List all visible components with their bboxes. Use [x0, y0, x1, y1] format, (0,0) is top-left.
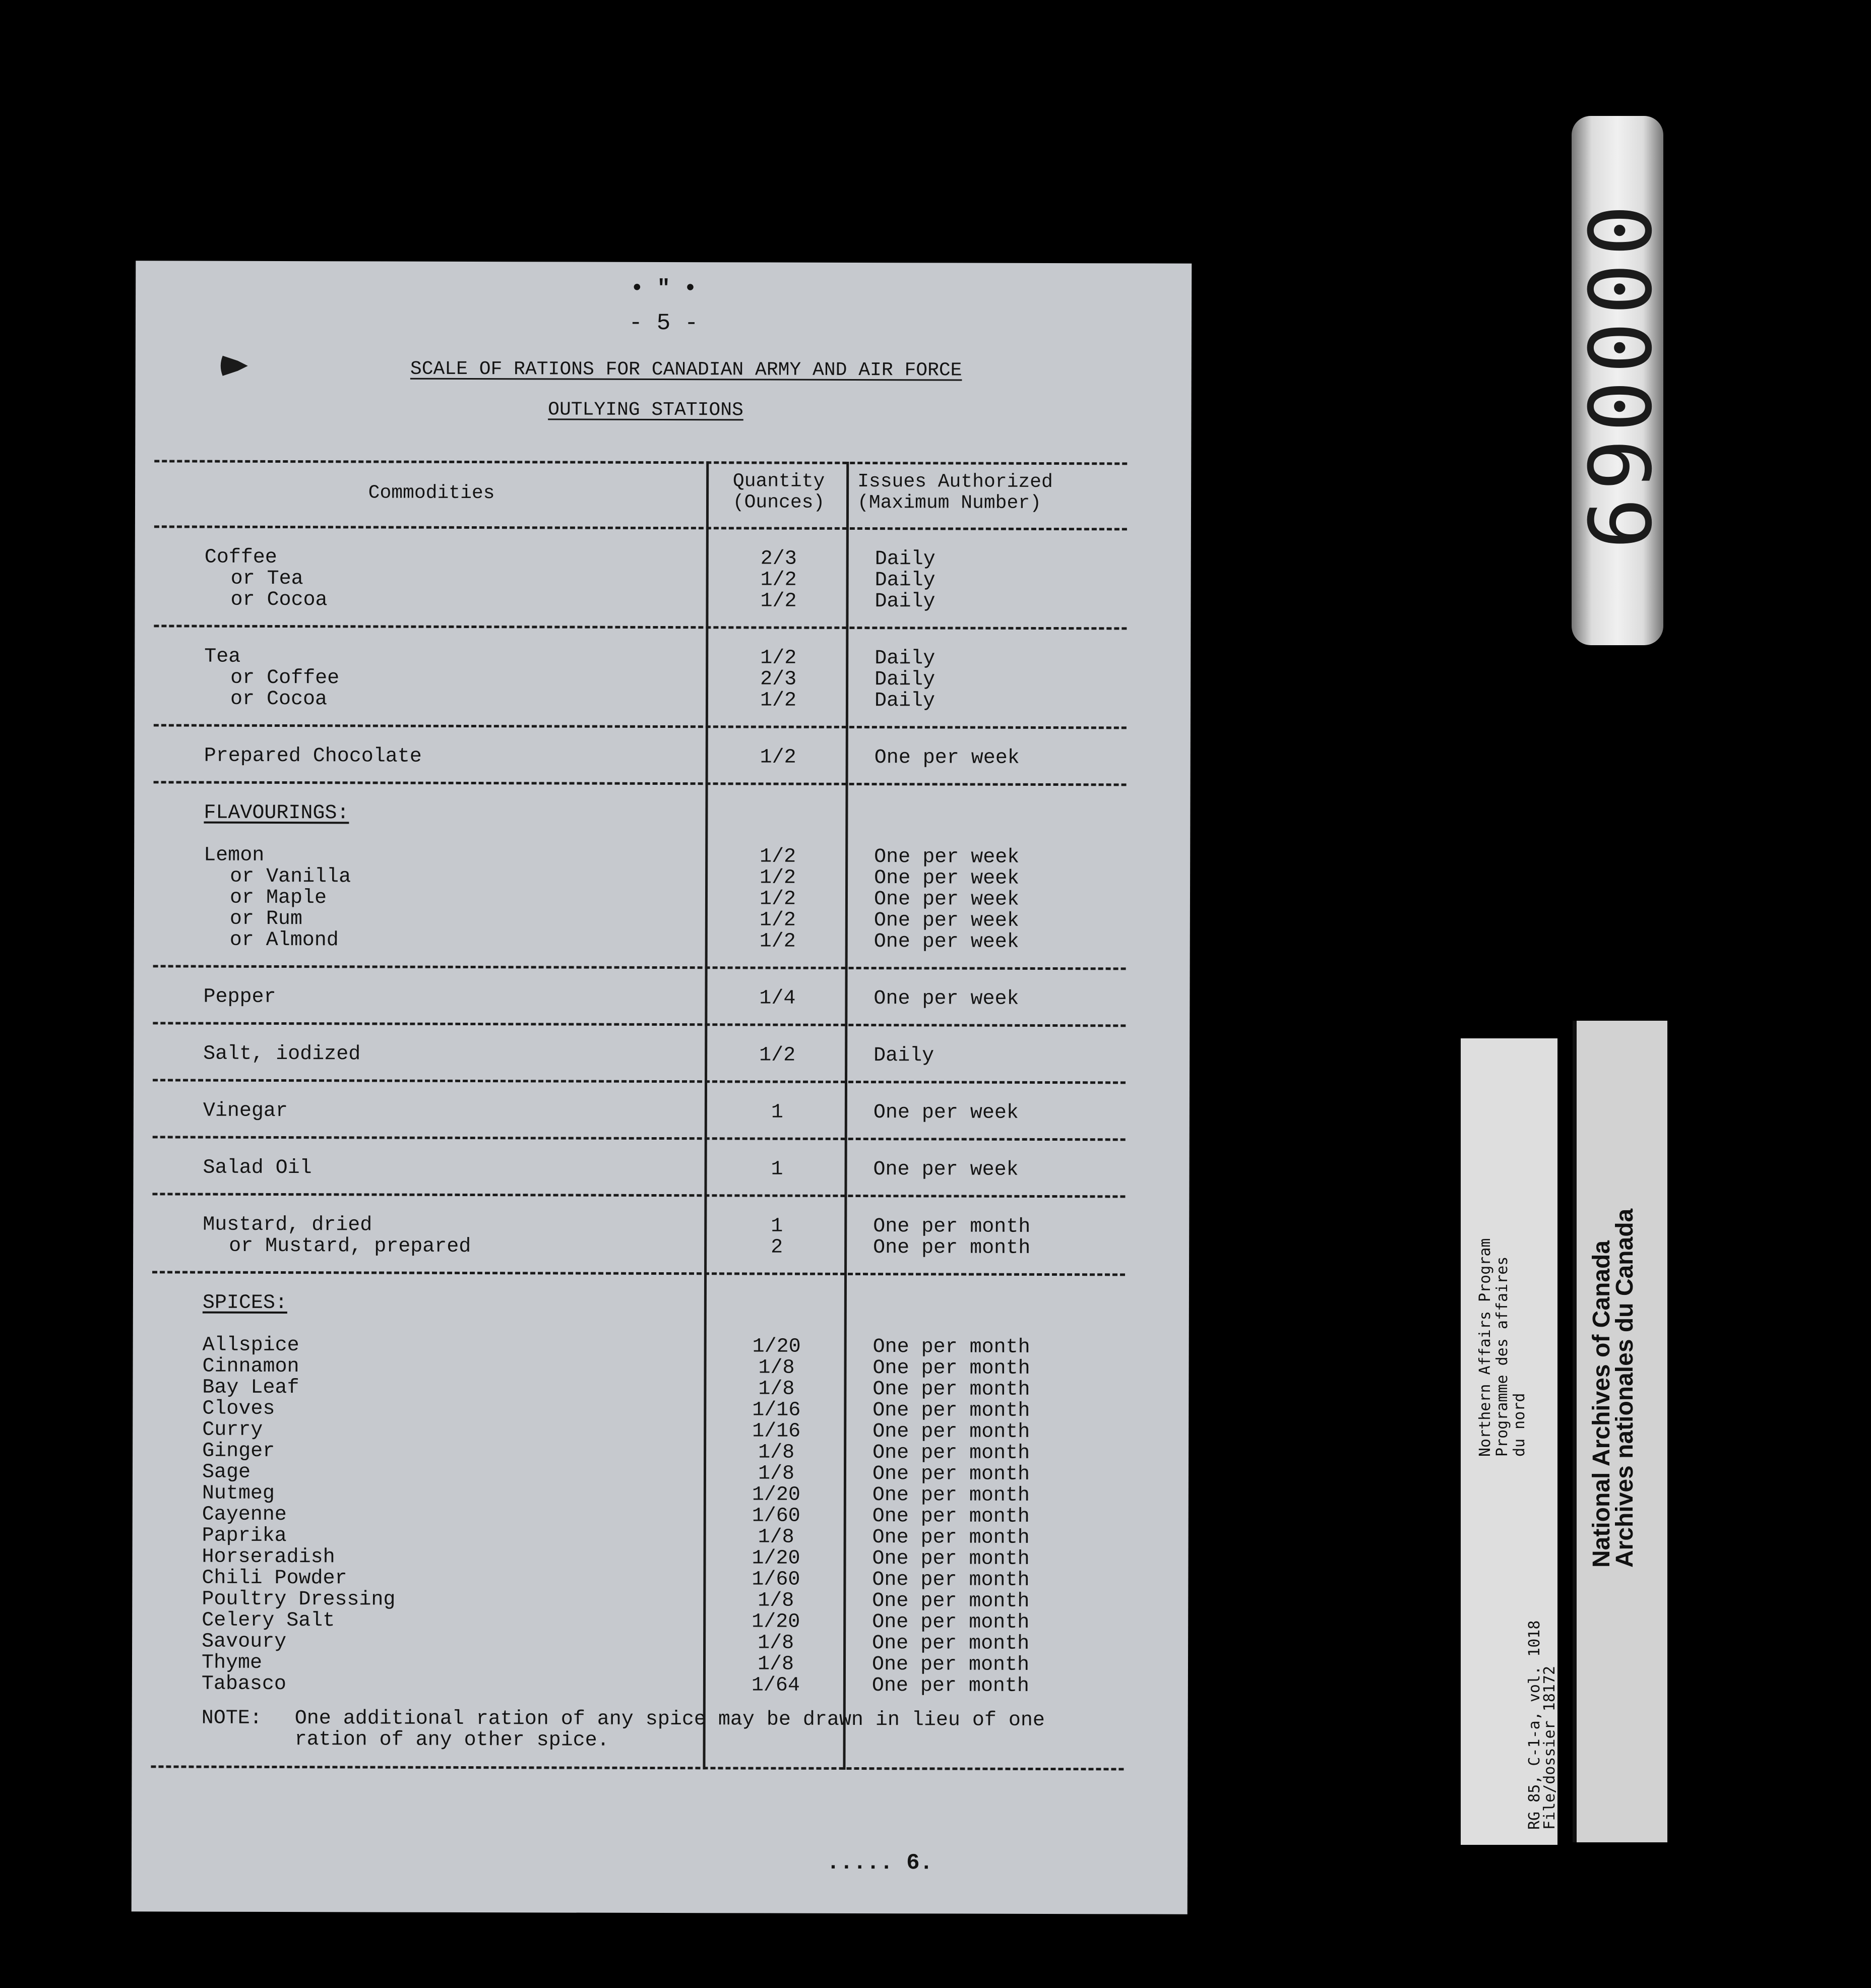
rations-table: [151, 460, 1127, 1770]
issue-frequency: One per week: [874, 909, 1019, 933]
commodity-name: Vinegar: [203, 1099, 288, 1123]
section-heading: FLAVOURINGS:: [204, 801, 349, 825]
commodity-name: or Vanilla: [230, 865, 351, 889]
quantity-value: 1/20: [752, 1547, 800, 1570]
quantity-value: 1/2: [759, 909, 796, 932]
issue-frequency: One per month: [872, 1420, 1030, 1444]
quantity-value: 1/20: [752, 1483, 800, 1507]
commodity-name: Thyme: [201, 1651, 263, 1674]
table-body: [151, 528, 1127, 1697]
issue-frequency: One per week: [873, 1158, 1019, 1182]
table-row: [153, 1100, 1126, 1124]
issue-frequency: One per month: [872, 1399, 1030, 1422]
archive-frame-stamp: [1568, 116, 1667, 645]
table-section: [153, 967, 1126, 1027]
quantity-value: 1: [771, 1101, 783, 1124]
header-issues: Issues Authorized (Maximum Number): [857, 471, 1053, 514]
quantity-value: 1/20: [752, 1335, 801, 1358]
quantity-value: 2: [771, 1236, 783, 1259]
commodity-name: Celery Salt: [202, 1609, 335, 1633]
issue-frequency: One per month: [872, 1378, 1030, 1401]
quantity-value: 1/2: [759, 1044, 796, 1067]
table-row: [154, 689, 1127, 712]
quantity-value: 1/8: [758, 1378, 795, 1401]
table-row: [153, 929, 1126, 953]
issue-frequency: Daily: [875, 590, 936, 613]
commodity-name: Lemon: [204, 844, 265, 867]
note-text: One additional ration of any spice may be drawn in lieu of one ration of any other spice.: [294, 1707, 1045, 1752]
commodity-name: Cloves: [202, 1397, 275, 1420]
issue-frequency: One per month: [872, 1590, 1030, 1613]
quantity-value: 1/8: [758, 1356, 795, 1380]
table-section: [153, 783, 1127, 970]
issue-frequency: Daily: [875, 548, 936, 571]
quantity-value: 1/8: [757, 1653, 794, 1676]
document-page: [132, 261, 1192, 1914]
issue-frequency: Daily: [875, 668, 936, 692]
commodity-name: Ginger: [202, 1440, 275, 1463]
commodity-name: Poultry Dressing: [202, 1588, 396, 1611]
quantity-value: 1/2: [759, 930, 796, 953]
issue-frequency: One per week: [874, 747, 1020, 770]
issue-frequency: One per month: [872, 1505, 1030, 1528]
quantity-value: 1: [771, 1215, 783, 1238]
note: [151, 1695, 1124, 1768]
commodity-name: Cinnamon: [202, 1355, 299, 1379]
issue-frequency: One per month: [872, 1547, 1030, 1571]
archive-reference: RG 85, C-1-a, vol. 1018 File/dossier 18172: [1526, 1620, 1558, 1830]
issue-frequency: One per month: [872, 1526, 1030, 1549]
page-number: - 5 -: [629, 309, 699, 337]
issue-frequency: One per week: [874, 930, 1019, 954]
issue-frequency: One per week: [874, 987, 1019, 1011]
table-row: [152, 1398, 1125, 1422]
issue-frequency: Daily: [874, 690, 936, 713]
table-section: [152, 1195, 1125, 1276]
quantity-value: 1/2: [760, 746, 796, 769]
commodity-name: or Coffee: [230, 666, 340, 690]
table-header: [154, 460, 1127, 530]
table-row: [152, 1462, 1125, 1485]
archive-program: Northern Affairs Program Programme des affaires du nord: [1476, 1238, 1528, 1457]
quantity-value: 1/2: [759, 888, 796, 911]
quantity-value: 1/2: [760, 569, 797, 592]
table-section: [153, 1024, 1126, 1084]
table-row: [152, 1441, 1125, 1464]
table-row: [152, 1483, 1125, 1507]
commodity-name: Salad Oil: [203, 1156, 312, 1180]
commodity-name: Pepper: [203, 985, 276, 1009]
quantity-value: 1/2: [760, 845, 796, 868]
table-section: [154, 726, 1127, 786]
table-row: [154, 589, 1127, 613]
commodity-name: or Rum: [229, 907, 302, 931]
issue-frequency: Daily: [875, 569, 936, 592]
header-quantity: Quantity (Ounces): [732, 470, 825, 514]
table-section: [154, 627, 1127, 729]
issue-frequency: Daily: [875, 647, 936, 670]
table-section: [152, 1138, 1125, 1198]
table-row: [154, 746, 1127, 769]
quantity-value: 1/2: [760, 689, 797, 712]
commodity-name: or Almond: [229, 928, 339, 952]
quantity-value: 1/60: [752, 1568, 800, 1591]
commodity-name: Chili Powder: [202, 1567, 347, 1590]
commodity-name: Curry: [202, 1418, 263, 1442]
commodity-name: Tea: [204, 645, 241, 668]
commodity-name: Salt, iodized: [203, 1042, 361, 1066]
stamp-number: 000069: [1568, 204, 1667, 557]
quantity-value: 1: [771, 1158, 783, 1181]
quantity-value: 1/16: [752, 1399, 801, 1422]
table-section: [153, 1081, 1126, 1141]
issue-frequency: One per month: [871, 1653, 1030, 1676]
table-row: [151, 1673, 1124, 1697]
issue-frequency: One per month: [872, 1336, 1030, 1359]
quantity-value: 2/3: [760, 668, 797, 691]
commodity-name: Bay Leaf: [202, 1376, 299, 1400]
quantity-value: 1/60: [752, 1505, 800, 1528]
quantity-value: 2/3: [760, 547, 797, 571]
commodity-name: Savoury: [202, 1630, 287, 1654]
table-row: [153, 1043, 1126, 1067]
issue-frequency: One per month: [873, 1236, 1031, 1260]
header-marks: • ″ •: [630, 276, 697, 302]
issue-frequency: One per week: [874, 846, 1020, 869]
table-row: [153, 1157, 1126, 1181]
commodity-name: or Mustard, prepared: [229, 1234, 471, 1259]
quantity-value: 1/8: [758, 1526, 794, 1549]
issue-frequency: One per month: [873, 1215, 1031, 1238]
issue-frequency: One per month: [872, 1569, 1030, 1592]
quantity-value: 1/8: [758, 1589, 794, 1612]
issue-frequency: One per week: [873, 1101, 1019, 1125]
commodity-name: Horseradish: [202, 1545, 335, 1569]
archive-institution: National Archives of Canada Archives nationales du Canada: [1588, 1208, 1638, 1568]
quantity-value: 1/8: [758, 1441, 795, 1464]
section-heading: SPICES:: [202, 1291, 287, 1315]
issue-frequency: One per month: [872, 1611, 1030, 1634]
commodity-name: or Cocoa: [230, 688, 328, 711]
issue-frequency: One per week: [874, 888, 1020, 911]
quantity-value: 1/2: [760, 647, 797, 670]
quantity-value: 1/8: [758, 1632, 794, 1655]
table-row: [152, 1419, 1125, 1443]
commodity-name: Allspice: [202, 1334, 299, 1357]
table-row: [151, 1610, 1124, 1634]
table-row: [152, 1504, 1125, 1528]
header-commodities: Commodities: [368, 482, 495, 505]
quantity-value: 1/16: [752, 1420, 801, 1443]
issue-frequency: One per month: [872, 1632, 1030, 1655]
note-label: NOTE:: [201, 1707, 262, 1730]
commodity-name: Sage: [202, 1461, 251, 1484]
commodity-name: Tabasco: [201, 1672, 286, 1696]
commodity-name: Coffee: [204, 546, 277, 569]
quantity-value: 1/20: [752, 1610, 800, 1634]
table-row: [153, 986, 1126, 1010]
commodity-name: Cayenne: [202, 1503, 287, 1527]
table-row: [152, 1235, 1125, 1259]
table-section: [151, 1273, 1125, 1697]
commodity-name: or Tea: [230, 567, 303, 591]
commodity-name: Mustard, dried: [203, 1213, 372, 1237]
issue-frequency: One per month: [872, 1463, 1030, 1486]
quantity-value: 1/4: [759, 987, 796, 1010]
table-row: [152, 1377, 1125, 1401]
table-section: [154, 528, 1127, 630]
quantity-value: 1/2: [760, 590, 797, 613]
commodity-name: or Cocoa: [230, 588, 328, 612]
issue-frequency: One per month: [871, 1674, 1030, 1698]
table-row: [151, 1652, 1124, 1676]
issue-frequency: One per week: [874, 867, 1020, 890]
commodity-name: Paprika: [202, 1524, 287, 1548]
quantity-value: 1/64: [751, 1674, 800, 1697]
commodity-name: Nutmeg: [202, 1482, 275, 1505]
quantity-value: 1/8: [758, 1462, 795, 1485]
issue-frequency: One per month: [872, 1442, 1030, 1465]
table-row: [151, 1631, 1124, 1655]
document-title: SCALE OF RATIONS FOR CANADIAN ARMY AND AIR FORCE: [410, 358, 962, 382]
issue-frequency: One per month: [872, 1484, 1030, 1507]
document-subtitle: OUTLYING STATIONS: [548, 399, 743, 421]
continuation-marker: ..... 6.: [826, 1850, 933, 1876]
quantity-value: 1/2: [760, 866, 796, 890]
issue-frequency: Daily: [874, 1044, 934, 1068]
commodity-name: or Maple: [229, 886, 327, 910]
commodity-name: Prepared Chocolate: [204, 744, 422, 768]
issue-frequency: One per month: [872, 1357, 1030, 1380]
